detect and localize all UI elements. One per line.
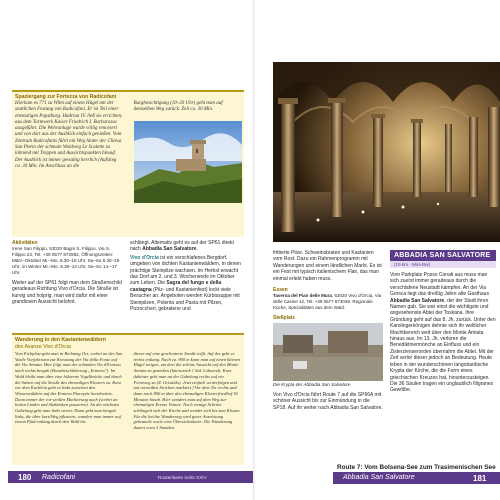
restaurant-name: Taverna del Pian delle Mura bbox=[273, 293, 332, 299]
activities-para-2: Weiter auf der SP61 folgt man dem Straßenschild geradeaus Richtung Vivo d'Orcia. Die Straße ist kurvig und holprig, man wird dafür mit einer grandiosen Aussicht belohnt. bbox=[12, 280, 122, 306]
activities-text: Irene San Filippo, 53020 Bagni S. Filippo, Via S. Filippo 23, Tel. +39 0577 872982, Öffnungszeiten: März–Oktober Mi.–Mo. 8.30–19 Uhr, Sa–So 8.30–19 Uhr; im Winter Mi.–Mo. 8.30–13 Uhr, Sa–So 14.–17 Uhr. bbox=[12, 246, 120, 275]
activities-section bbox=[12, 240, 124, 306]
abbadia-heading: ABBADIA SAN SALVATORE bbox=[390, 250, 496, 261]
route-text: Von Vivo d'Orcia führt Route 7 auf die SP66A mit schöner Aussicht bis zur Einmündung in die SP18. Auf ihr weiter nach Abbadia San Salvatore. bbox=[273, 391, 383, 411]
abbadia-sub: (19 km · Mini-Bw) bbox=[390, 261, 496, 268]
essen-label: Essen bbox=[273, 287, 288, 294]
activities-label: Aktivitäten bbox=[12, 240, 38, 246]
right-left-column: frittierte Pilze. Schweinsbraten und Kastanien vom Rost. Dazu ein Rahmenprogramm mit Wanderungen und einem ländlichen Markt. Es ist ein Fest mit typisch italienischem Flair, das man einmal erlebt haben muss. Essen Taverna del Pian delle Mura, 53020 Vivo d'Orcia, Via delle Casine 12, Tel. +39 0577 873049. Regionale Küche, Spezialitäten aus dem Wald. Stellplatz Die Krypta der Abbadia San Salvatore Von Vivo d'Orcia führt Route 7 auf die SP66A mit schöner Aussicht bis zur Einmündung in die SP18. Auf ihr weiter nach Abbadia San Salvatore. bbox=[273, 250, 383, 411]
fortezza-walk-text-2: Burgbesichtigung (10–20 Uhr) geht man auf demselben Weg zurück. Zeit ca. 30 Min. bbox=[133, 101, 223, 113]
chestnut-hike-text: Vom Eichplatz geht man in Richtung Ort, vorbei an der San Vasile Vorfahrtstra zur Kreuzung der Via della Fonte auf die Via Amiata. Hier folgt man der schmalen Via d'Ernesto nach rechts bergab (Hausbeschilderung „Ermeno"). Im Wald bleibt man über eine hölzerne Vogelbrücke und durch die Salzen auf die Straße des ehemaligen Klosters zu. Kurz vor dem Kuchlein geht es links zwischen den Wiesenwäldern auf der Ermeno Pinceptie herabwärts. Dann immer der rot-weißen Markierung nach (vorbei an hohen Linden und Sitzbänken passieren). An der nächsten Gabelung geht man links weiter. Dann geht man bergab links, die über kurz/Weg pflastern, wandert man immer auf einem Pfad entlang durch den Wald bis bbox=[15, 351, 123, 425]
route-title: Route 7: Vom Bolsena-See zum Trasimenischen See bbox=[337, 464, 496, 471]
parking-caption: Die Krypta der Abbadia San Salvatore bbox=[273, 382, 351, 388]
chestnut-hike-text-2: dieser auf eine geschotterte Straße trifft. Auf der geht es rechts entlang. Nach ca. 800 m kann man auf einen kleinen Hügel steigen, um dort die schöne Aussicht auf den Monte Amiata zu genießen (hin/zurück 1 Std. Lohnend). Kurz dahinter geht man an der Gabelung rechts auf ein Forstweg zu (Z. Grisaldo). Jetzt einfach weiterfolgen und mit rotweißen Strichen markiert.) Vor dem Tor rechts und dann noch 800 m über den ehemaligen Klosterfriedhof 30 Minuten hinab. Hier wandert man auf dem Weg zur ehemaligen Eremo Vettore. Noch wenige Schritte schlängelt sich der Kirche und wendet sich bis zum Kloster. Für die leichte Wanderung wird guter Ausrüstung gebraucht sowie eine Übersichtskarte. Die Wanderung dauert etwa 3 Stunden. bbox=[133, 351, 241, 431]
chestnut-hike-title: Wanderung in den Kastanienwäldern bbox=[15, 337, 106, 343]
abbadia-text-1: Vom Parkplatz Posso Conati aus muss man sich zuerst immer geradeaus durch die verschlafene Neustadt kämpfen. An der Via Gorsca liegt das dreißig Jahre alte Gasthaus bbox=[390, 272, 489, 298]
sagra-name: Sagra del fungo e della castagna bbox=[130, 280, 222, 293]
chestnut-hike-box bbox=[12, 333, 244, 465]
vivo-orcia-name: Vivo d'Orcia bbox=[130, 254, 159, 261]
vivo-intro: schlängt. Alternativ geht es auf der SP61 direkt nach bbox=[130, 240, 234, 253]
abbadia-section: ABBADIA SAN SALVATORE (19 km · Mini-Bw) Vom Parkplatz Posso Conati aus muss man sich zuerst immer geradeaus durch die verschlafene Neustadt kämpfen. An der Via Gorsca liegt das dreißig Jahre alte Gasthaus Abbadia San Salvatore, der der Stadt ihren Namen gab. Sie war einst die wichtigste und angesehenste Abtei der Toskana. Ihre Gründung geht auf das 8. Jh. zurück. Unter den Karolingerkönigen dehnte sich ihr weltlicher Machtbereich weit über den Monte Amiata hinaus aus. Im 13. Jh. verloren die Benediktinermönche an Einfluss und ein Zisterzienserorden übernahm die Abtei. Mit der Zeit verlor dieser jedoch an Bedeutung. Heute leben in der wunderschönen langobardische Krypta der Kirche, die die Form eines griechischen Kreuzes hat, hinunterzusteigen. Die 36 Säulen tragen ein unglaublich filigranes Gewölbe. bbox=[390, 252, 496, 394]
right-running-head: Abbadia San Salvatore bbox=[343, 474, 415, 481]
fortress-photo bbox=[134, 121, 242, 203]
fortezza-walk-title: Spaziergang zur Fortezza von Radicofani bbox=[15, 94, 117, 100]
page-number-left: 180 bbox=[18, 473, 32, 482]
stellplatz-label: Stellplatz bbox=[273, 315, 295, 322]
left-footer bbox=[8, 471, 253, 483]
right-footer bbox=[255, 464, 500, 484]
page-number-right: 181 bbox=[473, 474, 487, 483]
abbadia-text-2: , der der Stadt ihren Namen gab. Sie war einst die wichtigste und angesehenste Abtei der Toskana. Ihre Gründung geht auf das 8. Jh. zurück. Unter den Karolingerkönigen dehnte sich ihr weltlicher Machtbereich weit über den Monte Amiata hinaus aus. Im 13. Jh. verloren die Benediktinermönche an Einfluss und ein Zisterzienserorden übernahm die Abtei. Mit der Zeit verlor dieser jedoch an Bedeutung. Heute leben in der wunderschönen langobardische Krypta der Kirche, die die Form eines griechischen Kreuzes hat, hinunterzusteigen. Die 36 Säulen tragen ein unglaublich filigranes Gewölbe. bbox=[390, 297, 496, 394]
route-map-reference: Routenkarte Seite XXIV bbox=[158, 474, 207, 480]
left-running-head: Radicofani bbox=[42, 473, 76, 481]
fortezza-walk-text: Hierkam es 771 zu Wilm auf einem Hügel mit der stattlichen Festung von Radicofani, Er ist Teil einer ehemaligen Papstburg. Hadrian IV. ließ sie errichten, aus dem Turmwerk Kaiser Friedrich I. Barbarossa ausgeführt. Die Wehranlage wurde völlig renoviert und von dort aus der Ausblick einfach genießen. Vom Zentrum Radicofanis führt ein Weg hinter der Chiesa San Pietro der schmale Waldweg Le Scalette zu lohnend mit Treppen und Aussichtspunkten hinauf. Der Ausblick ist immer gewaltig herrlich (Aufstieg ca. 30 Min. Im Anschluss an die bbox=[15, 101, 123, 169]
vivo-orcia-text: schlängt. Alternativ geht es auf der SP61 direkt nach Abbadia San Salvatore. Vivo d'Orcia ist ein verschlafenes Bergdorf, umgeben von dichten Kastanienwäldern, in denen prächtige Steinpilze wachsen. Im Herbst erwacht das Dorf am 2. und 3. Wochenende im Oktober zum Leben. Die Sagra del fungo e della castagna (Pilz- und Kastanienfest) lockt viele Besucher an. Angeboten werden Kürbissuppe mit Steinpilzen, Polenta und Pasta mit Pilzen, Pizzoccheri, gebratene und bbox=[130, 240, 241, 313]
fortezza-walk-box bbox=[12, 90, 244, 237]
crypt-photo bbox=[273, 62, 500, 242]
abbadia-link-text: Abbadia San Salvatore bbox=[142, 246, 197, 253]
chestnut-hike-subtitle: des Avanze Vivo d'Orcia bbox=[15, 344, 71, 350]
parking-photo bbox=[273, 323, 383, 381]
festival-text: frittierte Pilze. Schweinsbraten und Kastanien vom Rost. Dazu ein Rahmenprogramm mit Wanderungen und einem ländlichen Markt. Es ist ein Fest mit typisch italienischem Flair, das man einmal erlebt haben muss. bbox=[273, 250, 382, 282]
